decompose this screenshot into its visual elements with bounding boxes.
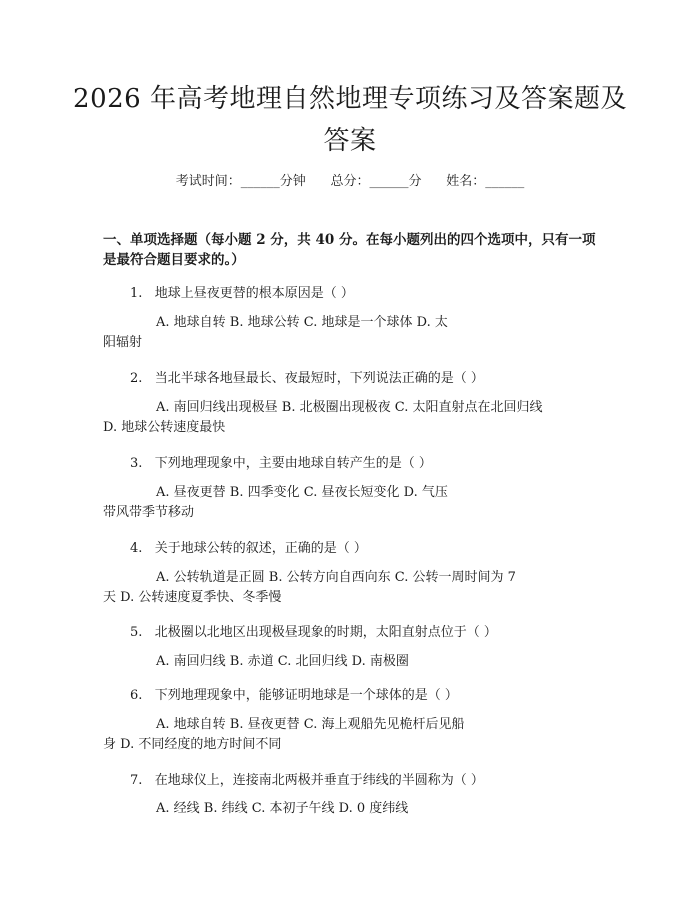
question-6-options-line1: A. 地球自转 B. 昼夜更替 C. 海上观船先见桅杆后见船 xyxy=(156,717,465,732)
question-5-options xyxy=(103,652,603,672)
question-5-stem: 5. 北极圈以北地区出现极昼现象的时期，太阳直射点位于（ ） xyxy=(130,625,497,640)
question-3-stem: 3. 下列地理现象中，主要由地球自转产生的是（ ） xyxy=(130,456,432,471)
question-4-options-line1: A. 公转轨道是正圆 B. 公转方向自西向东 C. 公转一周时间为 7 xyxy=(156,570,516,585)
question-2-options xyxy=(103,398,603,438)
question-2-stem: 2. 当北半球各地昼最长、夜最短时，下列说法正确的是（ ） xyxy=(130,371,484,386)
question-7-stem: 7. 在地球仪上，连接南北两极并垂直于纬线的半圆称为（ ） xyxy=(130,773,484,788)
question-1-options xyxy=(103,313,603,353)
question-2-options-line1: A. 南回归线出现极昼 B. 北极圈出现极夜 C. 太阳直射点在北回归线 xyxy=(156,400,543,415)
question-7-options xyxy=(103,799,603,819)
question-1-stem: 1. 地球上昼夜更替的根本原因是（ ） xyxy=(130,286,354,301)
question-3-options-line1: A. 昼夜更替 B. 四季变化 C. 昼夜长短变化 D. 气压 xyxy=(156,485,448,500)
question-4-options xyxy=(103,568,603,608)
question-3-options xyxy=(103,483,603,523)
question-3-options-line2: 带风带季节移动 xyxy=(103,505,195,520)
question-4-stem: 4. 关于地球公转的叙述，正确的是（ ） xyxy=(130,541,367,556)
question-5-options-line1: A. 南回归线 B. 赤道 C. 北回归线 D. 南极圈 xyxy=(156,654,409,669)
question-1-options-line2: 阳辐射 xyxy=(103,335,143,350)
question-4-options-line2: 天 D. 公转速度夏季快、冬季慢 xyxy=(103,590,282,605)
question-6-options xyxy=(103,715,603,755)
question-7-options-line1: A. 经线 B. 纬线 C. 本初子午线 D. 0 度纬线 xyxy=(156,801,409,816)
page-title: 2026 年高考地理自然地理专项练习及答案题及答案 xyxy=(73,84,627,156)
section-heading: 一、单项选择题（每小题 2 分，共 40 分。在每小题列出的四个选项中，只有一项是最符合题目要求的。） xyxy=(103,232,596,268)
exam-info-line: 考试时间：______分钟 总分：______分 姓名：______ xyxy=(175,174,525,189)
question-2-options-line2: D. 地球公转速度最快 xyxy=(103,420,226,435)
question-6-options-line2: 身 D. 不同经度的地方时间不同 xyxy=(103,737,282,752)
question-6-stem: 6. 下列地理现象中，能够证明地球是一个球体的是（ ） xyxy=(130,688,458,703)
question-1-options-line1: A. 地球自转 B. 地球公转 C. 地球是一个球体 D. 太 xyxy=(156,315,448,330)
